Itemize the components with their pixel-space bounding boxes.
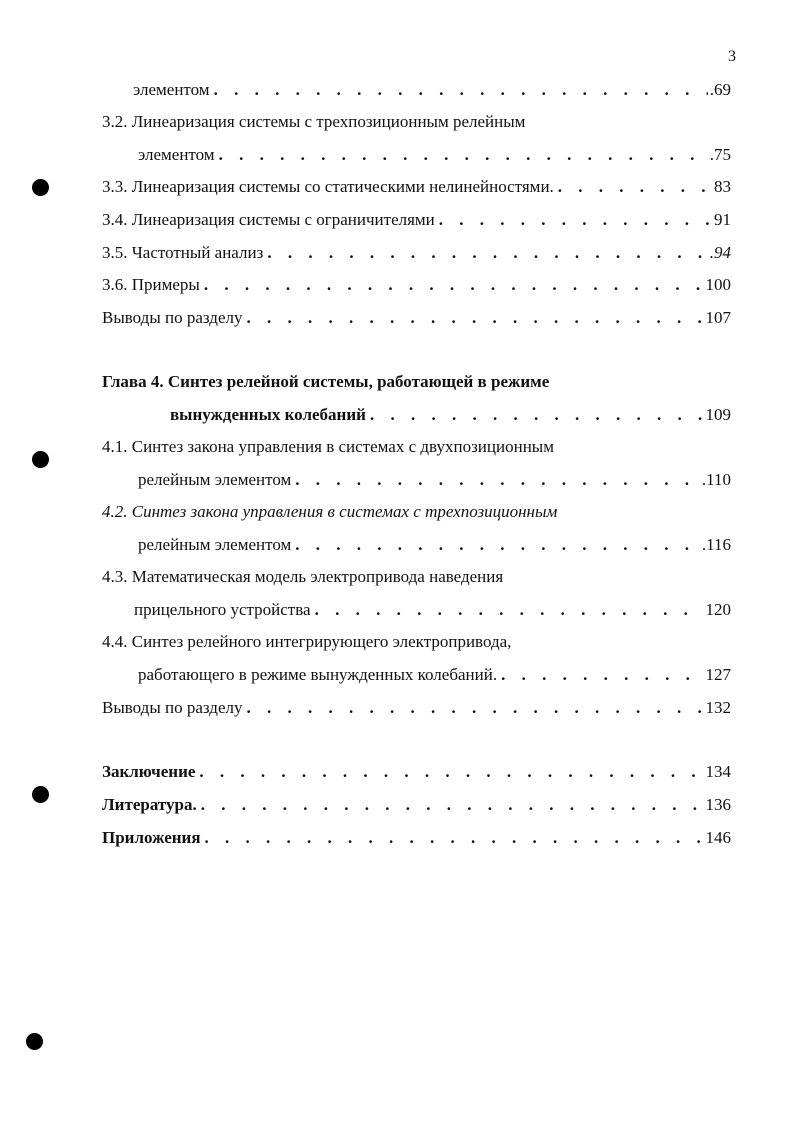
toc-entry-label: 3.3. Линеаризация системы со статическими нелинейностями. bbox=[102, 177, 554, 196]
toc-entry-label: 4.4. Синтез релейного интегрирующего электропривода, bbox=[102, 632, 512, 651]
toc-leader-dots bbox=[435, 208, 712, 232]
toc-entry-page: 109 bbox=[705, 405, 731, 424]
toc-entry-label: Литература. bbox=[102, 795, 197, 814]
toc-entry-label: 3.6. Примеры bbox=[102, 275, 200, 294]
toc-entry[interactable] bbox=[102, 630, 511, 654]
toc-entry[interactable] bbox=[138, 143, 731, 167]
toc-entry[interactable] bbox=[138, 663, 731, 687]
toc-entry[interactable] bbox=[102, 696, 731, 720]
toc-entry-label: работающего в режиме вынужденных колебаний. bbox=[138, 665, 498, 684]
toc-entry-page: 146 bbox=[705, 828, 731, 847]
page-number: 3 bbox=[728, 48, 736, 65]
toc-entry[interactable] bbox=[102, 760, 731, 784]
toc-entry-label: элементом bbox=[138, 145, 215, 164]
toc-entry-label: прицельного устройства bbox=[134, 600, 311, 619]
toc-entry-page: .116 bbox=[701, 535, 731, 554]
toc-entry-page: .94 bbox=[709, 243, 731, 262]
toc-entry-page: 132 bbox=[705, 698, 731, 717]
toc-leader-dots bbox=[497, 663, 703, 687]
toc-entry[interactable] bbox=[102, 565, 503, 589]
toc-entry[interactable] bbox=[134, 598, 731, 622]
toc-entry[interactable] bbox=[102, 826, 731, 850]
toc-entry[interactable] bbox=[102, 435, 554, 459]
toc-entry[interactable] bbox=[102, 793, 731, 817]
toc-entry-label: 4.3. Математическая модель электропривода наведения bbox=[102, 567, 504, 586]
toc-leader-dots bbox=[201, 826, 704, 850]
toc-entry-label: релейным элементом bbox=[138, 470, 292, 489]
toc-entry-page: .69 bbox=[709, 80, 731, 99]
binder-hole-2 bbox=[32, 451, 49, 468]
toc-entry-page: 127 bbox=[705, 665, 731, 684]
toc-leader-dots bbox=[263, 241, 707, 265]
toc-leader-dots bbox=[311, 598, 704, 622]
toc-leader-dots bbox=[554, 175, 712, 199]
toc-entry[interactable] bbox=[133, 78, 731, 102]
toc-entry-page: 83 bbox=[714, 177, 731, 196]
toc-entry-label: 3.2. Линеаризация системы с трехпозиционным релейным bbox=[102, 112, 526, 131]
toc-entry-page: 134 bbox=[705, 762, 731, 781]
toc-entry-label: Заключение bbox=[102, 762, 196, 781]
toc-chapter-heading[interactable] bbox=[102, 370, 549, 394]
toc-entry[interactable] bbox=[102, 175, 731, 199]
toc-leader-dots bbox=[200, 273, 704, 297]
toc-entry-page: .75 bbox=[709, 145, 731, 164]
toc-entry-page: 120 bbox=[705, 600, 731, 619]
toc-entry-page: 100 bbox=[705, 275, 731, 294]
toc-entry[interactable] bbox=[102, 241, 731, 265]
toc-leader-dots bbox=[210, 78, 708, 102]
toc-entry[interactable] bbox=[138, 533, 731, 557]
toc-entry-label: 3.5. Частотный анализ bbox=[102, 243, 264, 262]
toc-entry-label: Глава 4. Синтез релейной системы, работающей в режиме bbox=[102, 372, 550, 391]
toc-entry[interactable] bbox=[170, 403, 731, 427]
toc-leader-dots bbox=[242, 306, 703, 330]
toc-entry-page: 136 bbox=[705, 795, 731, 814]
toc-entry[interactable] bbox=[102, 208, 731, 232]
toc-leader-dots bbox=[195, 760, 703, 784]
toc-entry-page: .110 bbox=[701, 470, 731, 489]
toc-entry-label: 4.1. Синтез закона управления в системах с двухпозиционным bbox=[102, 437, 554, 456]
toc-entry-page: 91 bbox=[714, 210, 731, 229]
toc-entry[interactable] bbox=[102, 500, 557, 524]
toc-entry-label: 4.2. Синтез закона управления в системах с трехпозиционным bbox=[102, 502, 558, 521]
toc-entry[interactable] bbox=[102, 306, 731, 330]
binder-hole-1 bbox=[32, 179, 49, 196]
toc-leader-dots bbox=[291, 468, 700, 492]
toc-entry[interactable] bbox=[102, 273, 731, 297]
toc-entry-label: элементом bbox=[133, 80, 210, 99]
toc-leader-dots bbox=[366, 403, 704, 427]
toc-leader-dots bbox=[242, 696, 703, 720]
toc-leader-dots bbox=[215, 143, 708, 167]
toc-entry[interactable] bbox=[102, 110, 525, 134]
toc-entry-label: Выводы по разделу bbox=[102, 698, 243, 717]
toc-leader-dots bbox=[197, 793, 704, 817]
toc-entry-page: 107 bbox=[705, 308, 731, 327]
toc-entry[interactable] bbox=[138, 468, 731, 492]
toc-entry-label: Выводы по разделу bbox=[102, 308, 243, 327]
binder-hole-3 bbox=[32, 786, 49, 803]
toc-leader-dots bbox=[291, 533, 700, 557]
toc-entry-label: вынужденных колебаний bbox=[170, 405, 366, 424]
toc-entry-label: 3.4. Линеаризация системы с ограничителями bbox=[102, 210, 435, 229]
binder-hole-4 bbox=[26, 1033, 43, 1050]
toc-entry-label: Приложения bbox=[102, 828, 201, 847]
toc-entry-label: релейным элементом bbox=[138, 535, 292, 554]
